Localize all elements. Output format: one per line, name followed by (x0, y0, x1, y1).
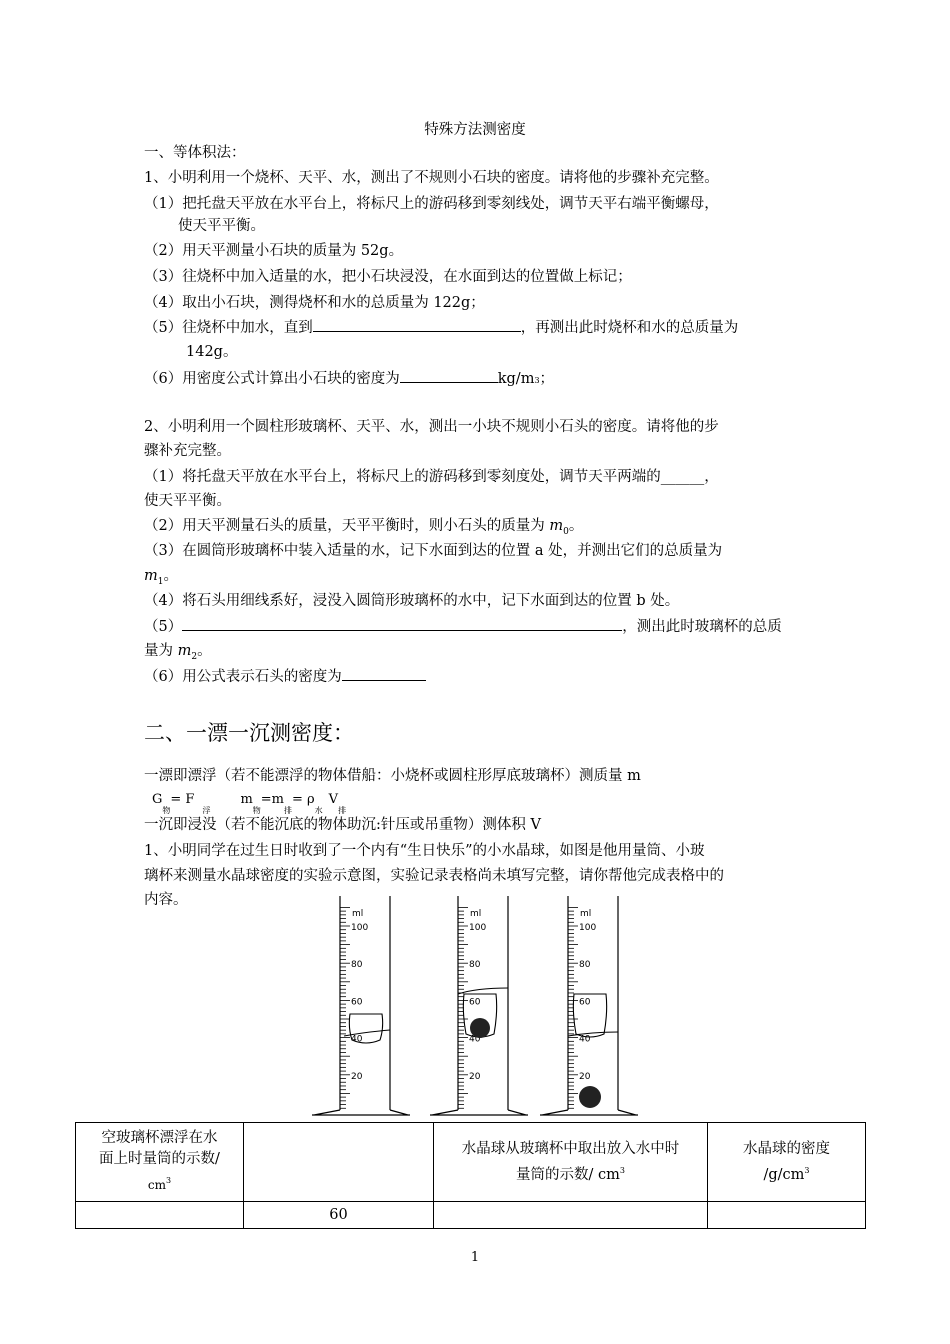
q1-step-5b: 142g。 (186, 344, 238, 360)
q2-step-5 (144, 616, 782, 637)
formula-sub: 浮 (202, 806, 211, 815)
cylinder-2 (430, 896, 528, 1115)
crystal-ball-sunk (579, 1086, 601, 1108)
variable-m: m (144, 568, 158, 584)
cylinder-1 (312, 896, 410, 1115)
q1-step-6-unit: kg/m (497, 371, 535, 387)
variable-subscript: 0 (563, 527, 569, 537)
q2-step-2-end: 。 (568, 518, 584, 534)
q1-step-5a (144, 317, 738, 338)
q1-step-6 (144, 368, 554, 391)
q2-step-5-suffix: ，测出此时玻璃杯的总质 (622, 619, 782, 635)
crystal-ball-in-cup (470, 1018, 490, 1038)
table-cell[interactable] (434, 1202, 708, 1229)
formula-sub: 水 (314, 806, 323, 815)
question-2-intro-a: 2、小明利用一个圆柱形玻璃杯、天平、水，测出一小块不规则小石头的密度。请将他的步 (144, 419, 719, 435)
q2-step-3: （3）在圆筒形玻璃杯中装入适量的水，记下水面到达的位置 a 处，并测出它们的总质量为 (144, 543, 723, 559)
answer-blank[interactable] (313, 317, 521, 332)
sink-description: 一沉即浸没（若不能沉底的物体助沉:针压或吊重物）测体积 V (144, 817, 541, 833)
q1-step-1a: （1）把托盘天平放在水平台上，将标尺上的游码移到零刻线处，调节天平右端平衡螺母， (144, 196, 719, 212)
q2-step-5b-text: 量为 (144, 643, 178, 659)
header-text: 面上时量筒的示数/ (99, 1151, 220, 1168)
record-table (75, 1122, 866, 1229)
q1-step-1b: 使天平平衡。 (178, 218, 265, 234)
table-cell: 60 (244, 1202, 434, 1229)
q1-step-4: （4）取出小石块，测得烧杯和水的总质量为 122g； (144, 295, 485, 311)
crystal-question-c: 内容。 (144, 892, 188, 908)
crystal-question-b: 璃杯来测量水晶球密度的实验示意图，实验记录表格尚未填写完整，请你帮他完成表格中的 (144, 868, 724, 884)
formula-sub: 排 (284, 806, 292, 815)
header-text: 水晶球的密度 (743, 1140, 830, 1157)
formula-sub: 物 (162, 806, 171, 815)
measuring-cylinders-figure (300, 890, 650, 1120)
table-header-cell (76, 1123, 244, 1202)
header-text: 空玻璃杯漂浮在水 (101, 1130, 218, 1147)
q2-step-5-prefix: （5） (144, 619, 183, 635)
q2-step-6 (144, 666, 426, 687)
q1-step-6-end: ； (539, 371, 555, 387)
q1-step-2: （2）用天平测量小石块的质量为 52g。 (144, 243, 404, 259)
table-header-cell (434, 1123, 708, 1202)
q2-step-1a: （1）将托盘天平放在水平台上，将标尺上的游码移到零刻度处，调节天平两端的______， (144, 469, 719, 485)
table-row (76, 1202, 866, 1229)
float-description: 一漂即漂浮（若不能漂浮的物体借船：小烧杯或圆柱形厚底玻璃杯）测质量 m (144, 768, 641, 784)
formula-eq: = ρ (292, 792, 315, 807)
formula-eq: =m (260, 792, 284, 807)
q2-step-1b: 使天平平衡。 (144, 493, 231, 509)
q2-step-5b (144, 641, 212, 667)
formula-m: m (240, 792, 253, 807)
q2-step-2 (144, 516, 583, 542)
q1-step-5-prefix: （5）往烧杯中加水，直到 (144, 320, 313, 336)
formula-sub: 排 (338, 806, 347, 815)
variable-subscript: 2 (191, 652, 198, 662)
section-heading-float-sink: 二、一漂一沉测密度： (144, 721, 354, 745)
table-header-row (76, 1123, 866, 1202)
page-number: 1 (470, 1250, 480, 1265)
table-cell[interactable] (708, 1202, 866, 1229)
header-text: 水晶球从玻璃杯中取出放入水中时 (461, 1140, 680, 1157)
crystal-question-a: 1、小明同学在过生日时收到了一个内有“生日快乐”的小水晶球，如图是他用量筒、小玻 (144, 843, 705, 859)
answer-blank[interactable] (342, 666, 426, 681)
q2-step-2-text: （2）用天平测量石头的质量，天平平衡时，则小石头的质量为 (144, 518, 550, 534)
q1-step-5-suffix: ，再测出此时烧杯和水的总质量为 (520, 320, 739, 336)
unit-superscript: 3 (534, 376, 540, 385)
q1-step-3: （3）往烧杯中加入适量的水，把小石块浸没，在水面到达的位置做上标记； (144, 269, 632, 285)
q2-step-5b-end: 。 (197, 643, 212, 659)
formula-sub: 物 (252, 806, 261, 815)
question-1-intro: 1、小明利用一个烧杯、天平、水，测出了不规则小石块的密度。请将他的步骤补充完整。 (144, 170, 719, 186)
q2-step-4: （4）将石头用细线系好，浸没入圆筒形玻璃杯的水中，记下水面到达的位置 b 处。 (144, 593, 680, 609)
page-title: 特殊方法测密度 (424, 122, 526, 138)
q2-step-3-end: 。 (163, 568, 178, 584)
q2-step-6-text: （6）用公式表示石头的密度为 (144, 669, 342, 685)
header-unit: 量筒的示数/ $cm^3$ (516, 1165, 625, 1183)
cylinder-3 (540, 896, 638, 1115)
table-header-cell (708, 1123, 866, 1202)
formula-G: G (152, 792, 163, 807)
header-unit: $cm^3$ (147, 1176, 172, 1192)
variable-m: m (549, 518, 564, 534)
variable-subscript: 1 (157, 577, 164, 587)
table-cell[interactable] (76, 1202, 244, 1229)
variable-m: m (177, 643, 192, 659)
section-heading-equal-volume: 一、等体积法： (144, 145, 246, 161)
table-header-cell (244, 1123, 434, 1202)
question-2-intro-b: 骤补充完整。 (144, 443, 231, 459)
q1-step-6-prefix: （6）用密度公式计算出小石块的密度为 (144, 371, 400, 387)
answer-blank[interactable] (182, 616, 622, 631)
formula-eq: = F (170, 792, 195, 807)
q2-step-3b (144, 566, 178, 592)
formula-V: V (328, 792, 339, 807)
header-unit: $/g/cm^3$ (763, 1165, 810, 1183)
answer-blank[interactable] (400, 368, 498, 383)
